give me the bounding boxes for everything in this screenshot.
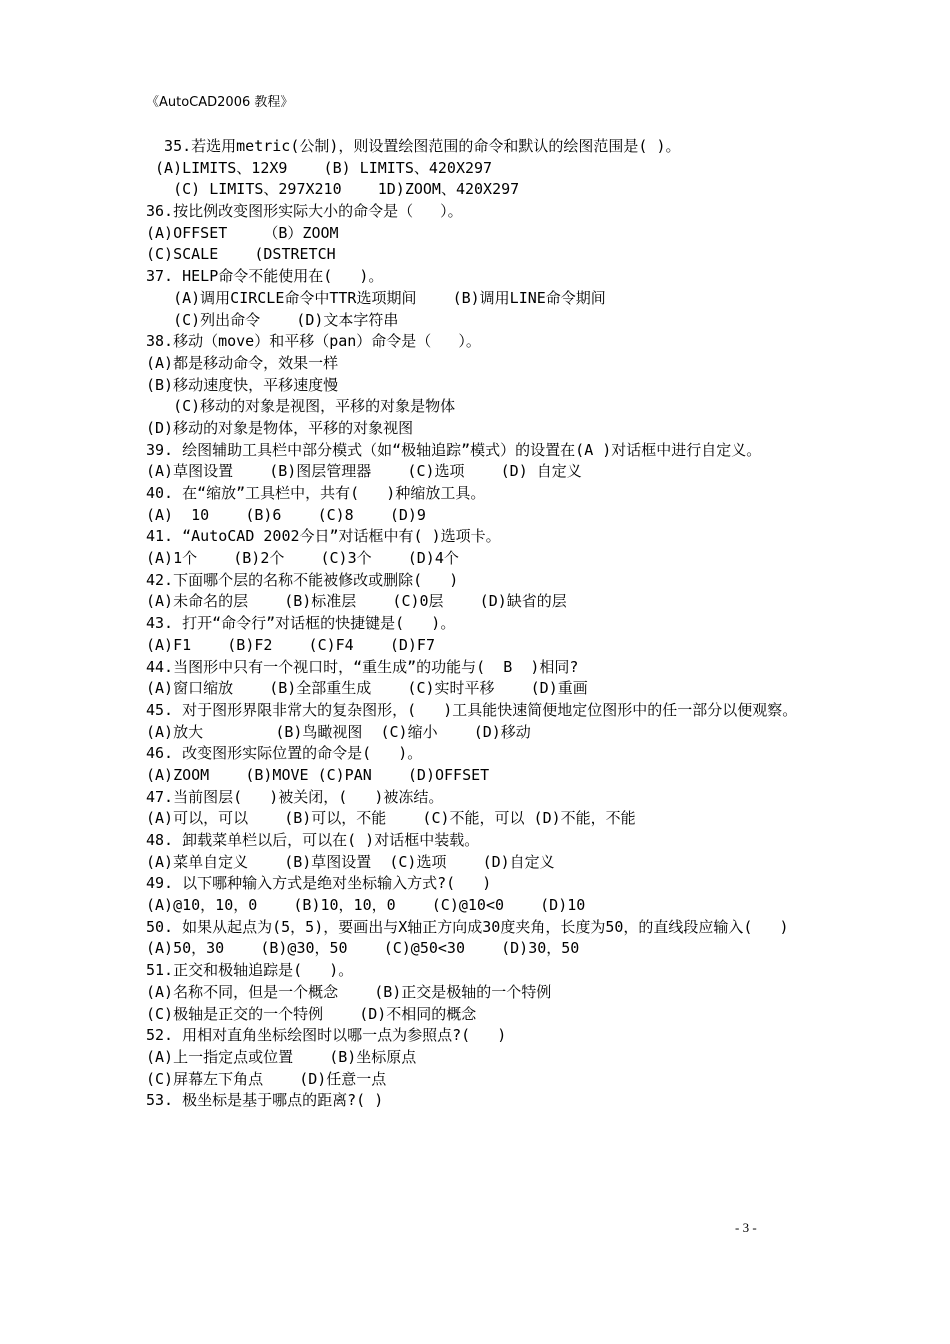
question-51-stem: 51.正交和极轴追踪是( )。 [146, 961, 354, 980]
question-49-stem: 49. 以下哪种输入方式是绝对坐标输入方式?( ) [146, 874, 492, 893]
question-38-option-c: (C)移动的对象是视图，平移的对象是物体 [146, 397, 456, 416]
question-37-stem: 37. HELP命令不能使用在( )。 [146, 267, 384, 286]
question-51-options-ab: (A)名称不同，但是一个概念 (B)正交是极轴的一个特例 [146, 982, 552, 1001]
question-41-stem: 41. “AutoCAD 2002今日”对话框中有( )选项卡。 [146, 527, 501, 546]
question-38-option-b: (B)移动速度快，平移速度慢 [146, 375, 339, 394]
question-39-stem: 39. 绘图辅助工具栏中部分模式（如“极轴追踪”模式）的设置在(A )对话框中进行自定义。 [146, 440, 762, 459]
question-42-options: (A)未命名的层 (B)标准层 (C)0层 (D)缺省的层 [146, 592, 567, 611]
question-47-stem: 47.当前图层( )被关闭，( )被冻结。 [146, 787, 444, 806]
question-37-options-ab: (A)调用CIRCLE命令中TTR选项期间 (B)调用LINE命令期间 [146, 288, 606, 307]
question-40-options: (A) 10 (B)6 (C)8 (D)9 [146, 505, 426, 524]
question-50-options: (A)50，30 (B)@30，50 (C)@50<30 (D)30，50 [146, 939, 580, 958]
question-53-stem: 53. 极坐标是基于哪点的距离?( ) [146, 1091, 384, 1110]
question-38-stem: 38.移动（move）和平移（pan）命令是（ ）。 [146, 332, 481, 351]
question-50-stem: 50. 如果从起点为(5，5)，要画出与X轴正方向成30度夹角，长度为50，的直线段应输入( ) [146, 917, 789, 936]
question-35-options-cd: (C) LIMITS、297X210 1D)ZOOM、420X297 [146, 180, 520, 199]
question-list [146, 136, 846, 1112]
question-52-options-cd: (C)屏幕左下角点 (D)任意一点 [146, 1069, 387, 1088]
question-43-options: (A)F1 (B)F2 (C)F4 (D)F7 [146, 635, 435, 654]
question-52-options-ab: (A)上一指定点或位置 (B)坐标原点 [146, 1047, 417, 1066]
question-49-options: (A)@10，10，0 (B)10，10，0 (C)@10<0 (D)10 [146, 896, 586, 915]
question-35-options-ab: (A)LIMITS、12X9 (B) LIMITS、420X297 [146, 158, 493, 177]
question-36-stem: 36.按比例改变图形实际大小的命令是（ ）。 [146, 202, 463, 221]
question-38-option-a: (A)都是移动命令，效果一样 [146, 353, 339, 372]
question-48-stem: 48. 卸载菜单栏以后，可以在( )对话框中装载。 [146, 831, 480, 850]
question-52-stem: 52. 用相对直角坐标绘图时以哪一点为参照点?( ) [146, 1026, 507, 1045]
question-45-stem: 45. 对于图形界限非常大的复杂图形，( )工具能快速简便地定位图形中的任一部分以便观察。 [146, 700, 798, 719]
question-45-options: (A)放大 (B)鸟瞰视图 (C)缩小 (D)移动 [146, 722, 531, 741]
question-48-options: (A)菜单自定义 (B)草图设置 (C)选项 (D)自定义 [146, 852, 555, 871]
document-header: 《AutoCAD2006 教程》 [146, 95, 294, 110]
question-40-stem: 40. 在“缩放”工具栏中，共有( )种缩放工具。 [146, 484, 486, 503]
page-number: - 3 - [735, 1220, 757, 1235]
question-46-options: (A)ZOOM (B)MOVE (C)PAN (D)OFFSET [146, 765, 490, 784]
question-42-stem: 42.下面哪个层的名称不能被修改或删除( ) [146, 570, 459, 589]
question-37-options-cd: (C)列出命令 (D)文本字符串 [146, 310, 399, 329]
question-38-option-d: (D)移动的对象是物体，平移的对象视图 [146, 418, 414, 437]
question-39-options: (A)草图设置 (B)图层管理器 (C)选项 (D) 自定义 [146, 462, 582, 481]
question-36-options-cd: (C)SCALE (DSTRETCH [146, 245, 336, 264]
question-44-options: (A)窗口缩放 (B)全部重生成 (C)实时平移 (D)重画 [146, 679, 588, 698]
question-44-stem: 44.当图形中只有一个视口时，“重生成”的功能与( B )相同? [146, 657, 579, 676]
question-47-options: (A)可以，可以 (B)可以，不能 (C)不能，可以 (D)不能，不能 [146, 809, 636, 828]
question-36-options-ab: (A)OFFSET （B）ZOOM [146, 223, 339, 242]
question-43-stem: 43. 打开“命令行”对话框的快捷键是( )。 [146, 614, 456, 633]
question-46-stem: 46. 改变图形实际位置的命令是( )。 [146, 744, 423, 763]
question-51-options-cd: (C)极轴是正交的一个特例 (D)不相同的概念 [146, 1004, 477, 1023]
question-41-options: (A)1个 (B)2个 (C)3个 (D)4个 [146, 549, 459, 568]
question-35-stem: 35.若选用metric(公制)，则设置绘图范围的命令和默认的绘图范围是( )。 [146, 137, 681, 155]
